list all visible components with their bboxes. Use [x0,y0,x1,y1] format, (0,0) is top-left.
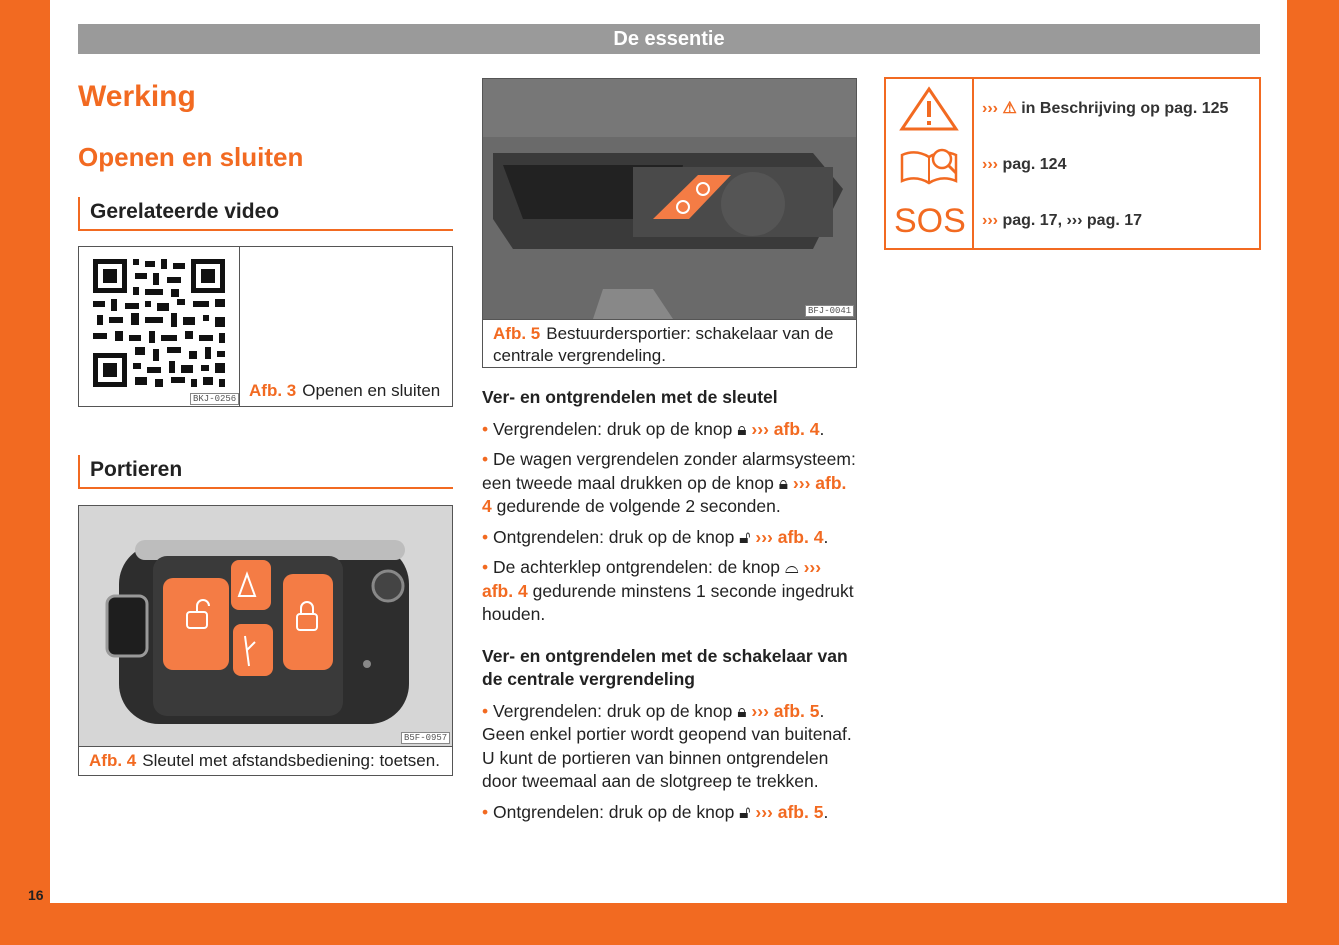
section-doors-heading: Portieren [78,455,453,489]
warning-icon [894,85,964,133]
heading-werking: Werking [78,80,196,113]
list-item: • De wagen vergrendelen zonder alarmsysteem: een tweede maal drukken op de knop 🔒︎ ››› afb. 4 gedurende de volgende 2 seconden. [482,449,856,516]
figure-caption [89,751,440,771]
unlock-icon: 🔓︎ [739,526,751,547]
reference-box [884,77,1261,250]
xref-link[interactable]: ››› afb. 4 [755,526,824,547]
figure-code: BKJ-0256 [190,393,239,405]
figure-label: Afb. 5 [493,324,541,343]
xref-link[interactable]: ››› afb. 5 [751,700,820,721]
lock-icon: 🔒︎ [737,418,747,439]
warning-small-icon: ⚠ [1002,100,1017,117]
subheading-key: Ver- en ontgrendelen met de sleutel [482,387,778,407]
header-bar: De essentie [78,24,1260,54]
figure-door [482,78,857,368]
xref-link[interactable]: ››› afb. 4 [482,557,822,601]
figure-label: Afb. 3 [249,381,297,400]
list-item: • Ontgrendelen: druk op de knop 🔓︎ ››› afb. 5. [482,801,829,822]
lock-icon: 🔒︎ [778,472,789,493]
figure-caption-text: Openen en sluiten [302,381,441,400]
figure-caption [249,381,440,401]
key-fob-illustration [79,506,452,746]
unlock-icon: 🔓︎ [739,801,751,822]
book-search-icon [894,141,964,189]
figure-caption-text: Sleutel met afstandsbediening: toetsen. [142,751,440,770]
figure-qr [78,246,453,407]
list-item: • Ontgrendelen: druk op de knop 🔓︎ ››› afb. 4. [482,526,829,547]
reference-row-book[interactable]: ››› pag. 124 [886,137,1259,193]
qr-code[interactable] [79,247,240,406]
list-item: • Vergrendelen: druk op de knop 🔒︎ ››› afb. 5. Geen enkel portier wordt geopend van buitenaf. U kunt de portieren van binnen ontgrendelen door tweemaal aan de slotgreep te trekken. [482,700,852,791]
reference-row-warning[interactable]: ››› ⚠ in Beschrijving op pag. 125 [886,81,1259,137]
figure-key [78,505,453,776]
door-switch-illustration [483,79,856,319]
qr-code-icon [79,247,239,406]
section-video-heading: Gerelateerde video [78,197,453,231]
heading-openen-sluiten: Openen en sluiten [78,142,304,172]
figure-label: Afb. 4 [89,751,137,770]
xref-link[interactable]: ››› afb. 5 [755,801,824,822]
figure-code: BFJ-0041 [805,305,854,317]
lock-icon: 🔒︎ [737,700,747,721]
figure-caption [493,323,848,367]
instructions-column [482,386,857,831]
list-item: • Vergrendelen: druk op de knop 🔒︎ ››› afb. 4. [482,418,825,439]
reference-row-sos[interactable]: SOS ››› pag. 17, ››› pag. 17 [886,193,1259,249]
xref-link[interactable]: ››› afb. 4 [482,472,847,516]
figure-caption-text: Bestuurdersportier: schakelaar van de centrale vergrendeling. [493,324,834,365]
trunk-icon: ⌓ [784,557,799,577]
page-number: 16 [28,887,44,903]
sos-icon: SOS [894,202,966,240]
list-item: • De achterklep ontgrendelen: de knop ⌓ ››› afb. 4 gedurende minstens 1 seconde ingedrukt houden. [482,557,854,624]
subheading-switch: Ver- en ontgrendelen met de schakelaar van de centrale vergrendeling [482,645,848,689]
figure-code: B5F-0957 [401,732,450,744]
xref-link[interactable]: ››› afb. 4 [751,418,820,439]
